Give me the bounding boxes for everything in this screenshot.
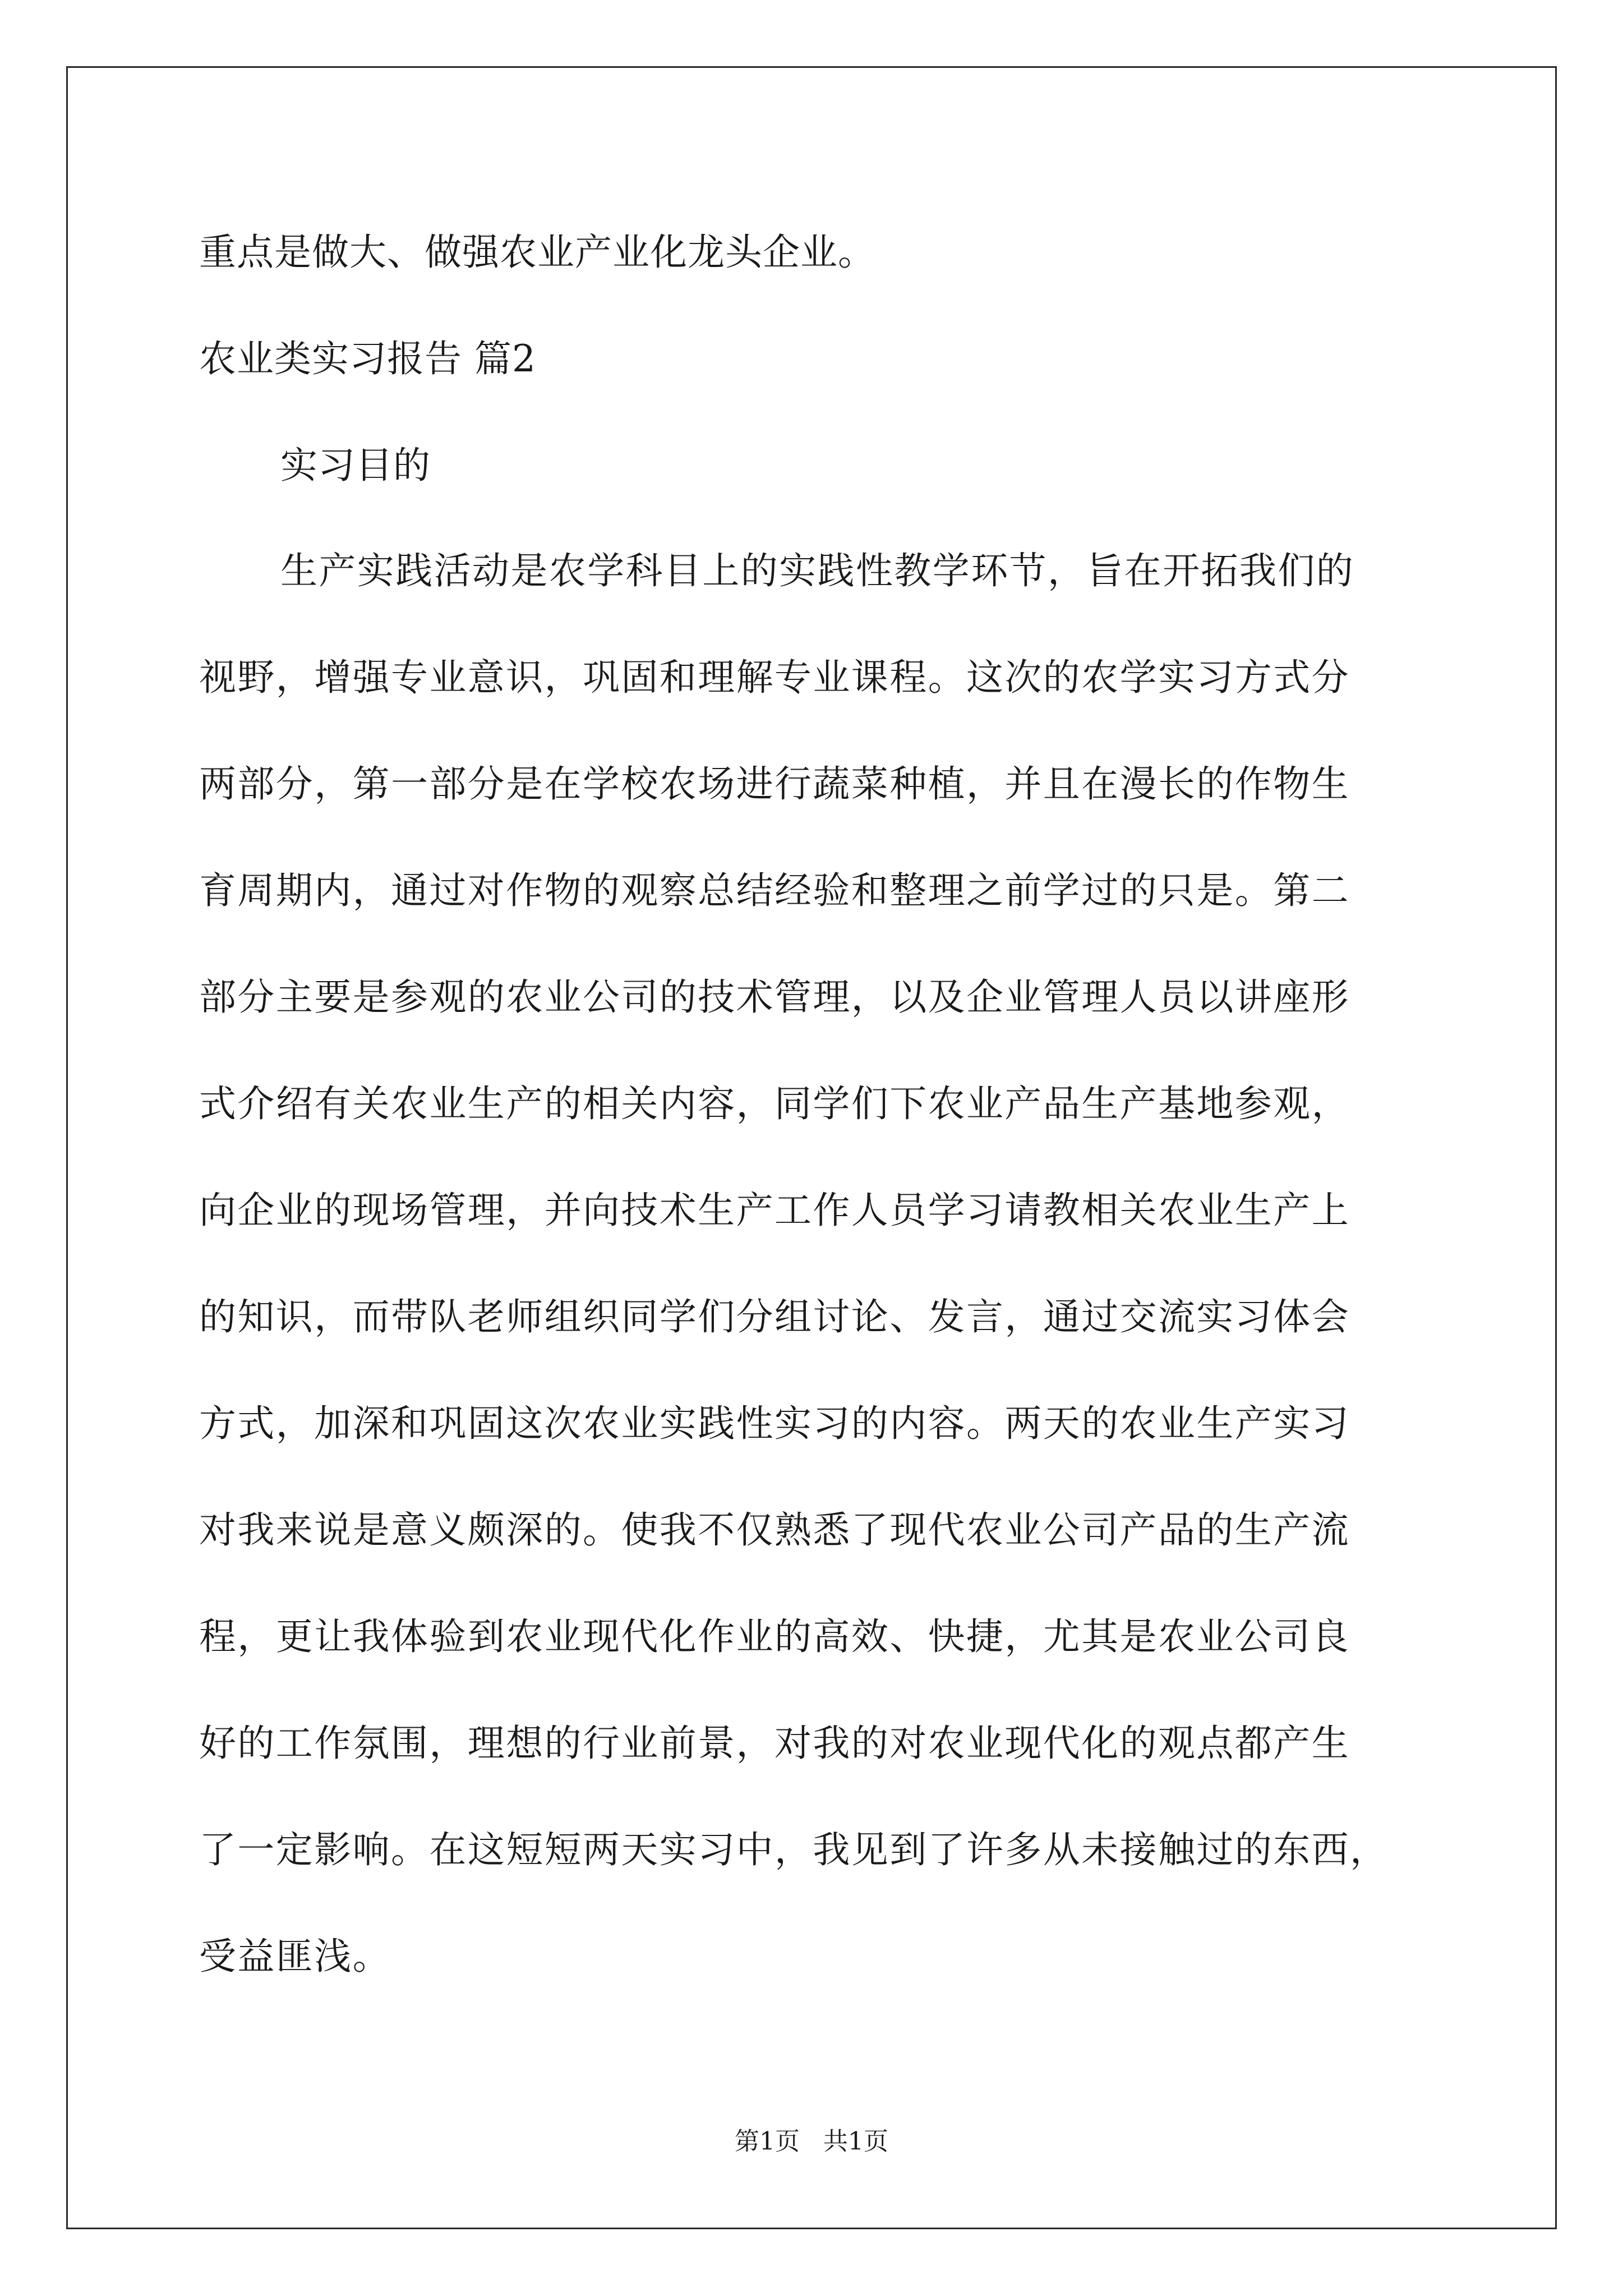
paragraph-line: 的知识，而带队老师组织同学们分组讨论、发言，通过交流实习体会: [199, 1295, 1350, 1338]
paragraph-line: 方式，加深和巩固这次农业实践性实习的内容。两天的农业生产实习: [199, 1402, 1350, 1445]
page-total: 共1页: [823, 2127, 888, 2156]
section-title: 农业类实习报告 篇2: [199, 337, 536, 380]
paragraph-line: 好的工作氛围，理想的行业前景，对我的对农业现代化的观点都产生: [199, 1722, 1350, 1765]
paragraph-line: 生产实践活动是农学科目上的实践性教学环节，旨在开拓我们的: [280, 549, 1355, 592]
lead-line: 重点是做大、做强农业产业化龙头企业。: [199, 231, 875, 274]
paragraph-line: 式介绍有关农业生产的相关内容，同学们下农业产品生产基地参观，: [199, 1082, 1350, 1125]
paragraph-line: 程，更让我体验到农业现代化作业的高效、快捷，尤其是农业公司良: [199, 1615, 1350, 1658]
paragraph-line: 视野，增强专业意识，巩固和理解专业课程。这次的农学实习方式分: [199, 656, 1350, 699]
paragraph-line: 受益匪浅。: [199, 1935, 391, 1978]
paragraph-line: 部分主要是参观的农业公司的技术管理，以及企业管理人员以讲座形: [199, 976, 1350, 1019]
paragraph-line: 两部分，第一部分是在学校农场进行蔬菜种植，并且在漫长的作物生: [199, 762, 1350, 806]
paragraph-line: 对我来说是意义颇深的。使我不仅熟悉了现代农业公司产品的生产流: [199, 1508, 1350, 1552]
page-border: [66, 66, 1557, 2229]
subheading: 实习目的: [280, 444, 431, 487]
paragraph-line: 了一定影响。在这短短两天实习中，我见到了许多从未接触过的东西，: [199, 1828, 1389, 1871]
page-footer: [0, 2126, 1623, 2157]
paragraph-line: 向企业的现场管理，并向技术生产工作人员学习请教相关农业生产上: [199, 1189, 1350, 1232]
page-number: 第1页: [735, 2127, 800, 2156]
paragraph-line: 育周期内，通过对作物的观察总结经验和整理之前学过的只是。第二: [199, 869, 1350, 912]
